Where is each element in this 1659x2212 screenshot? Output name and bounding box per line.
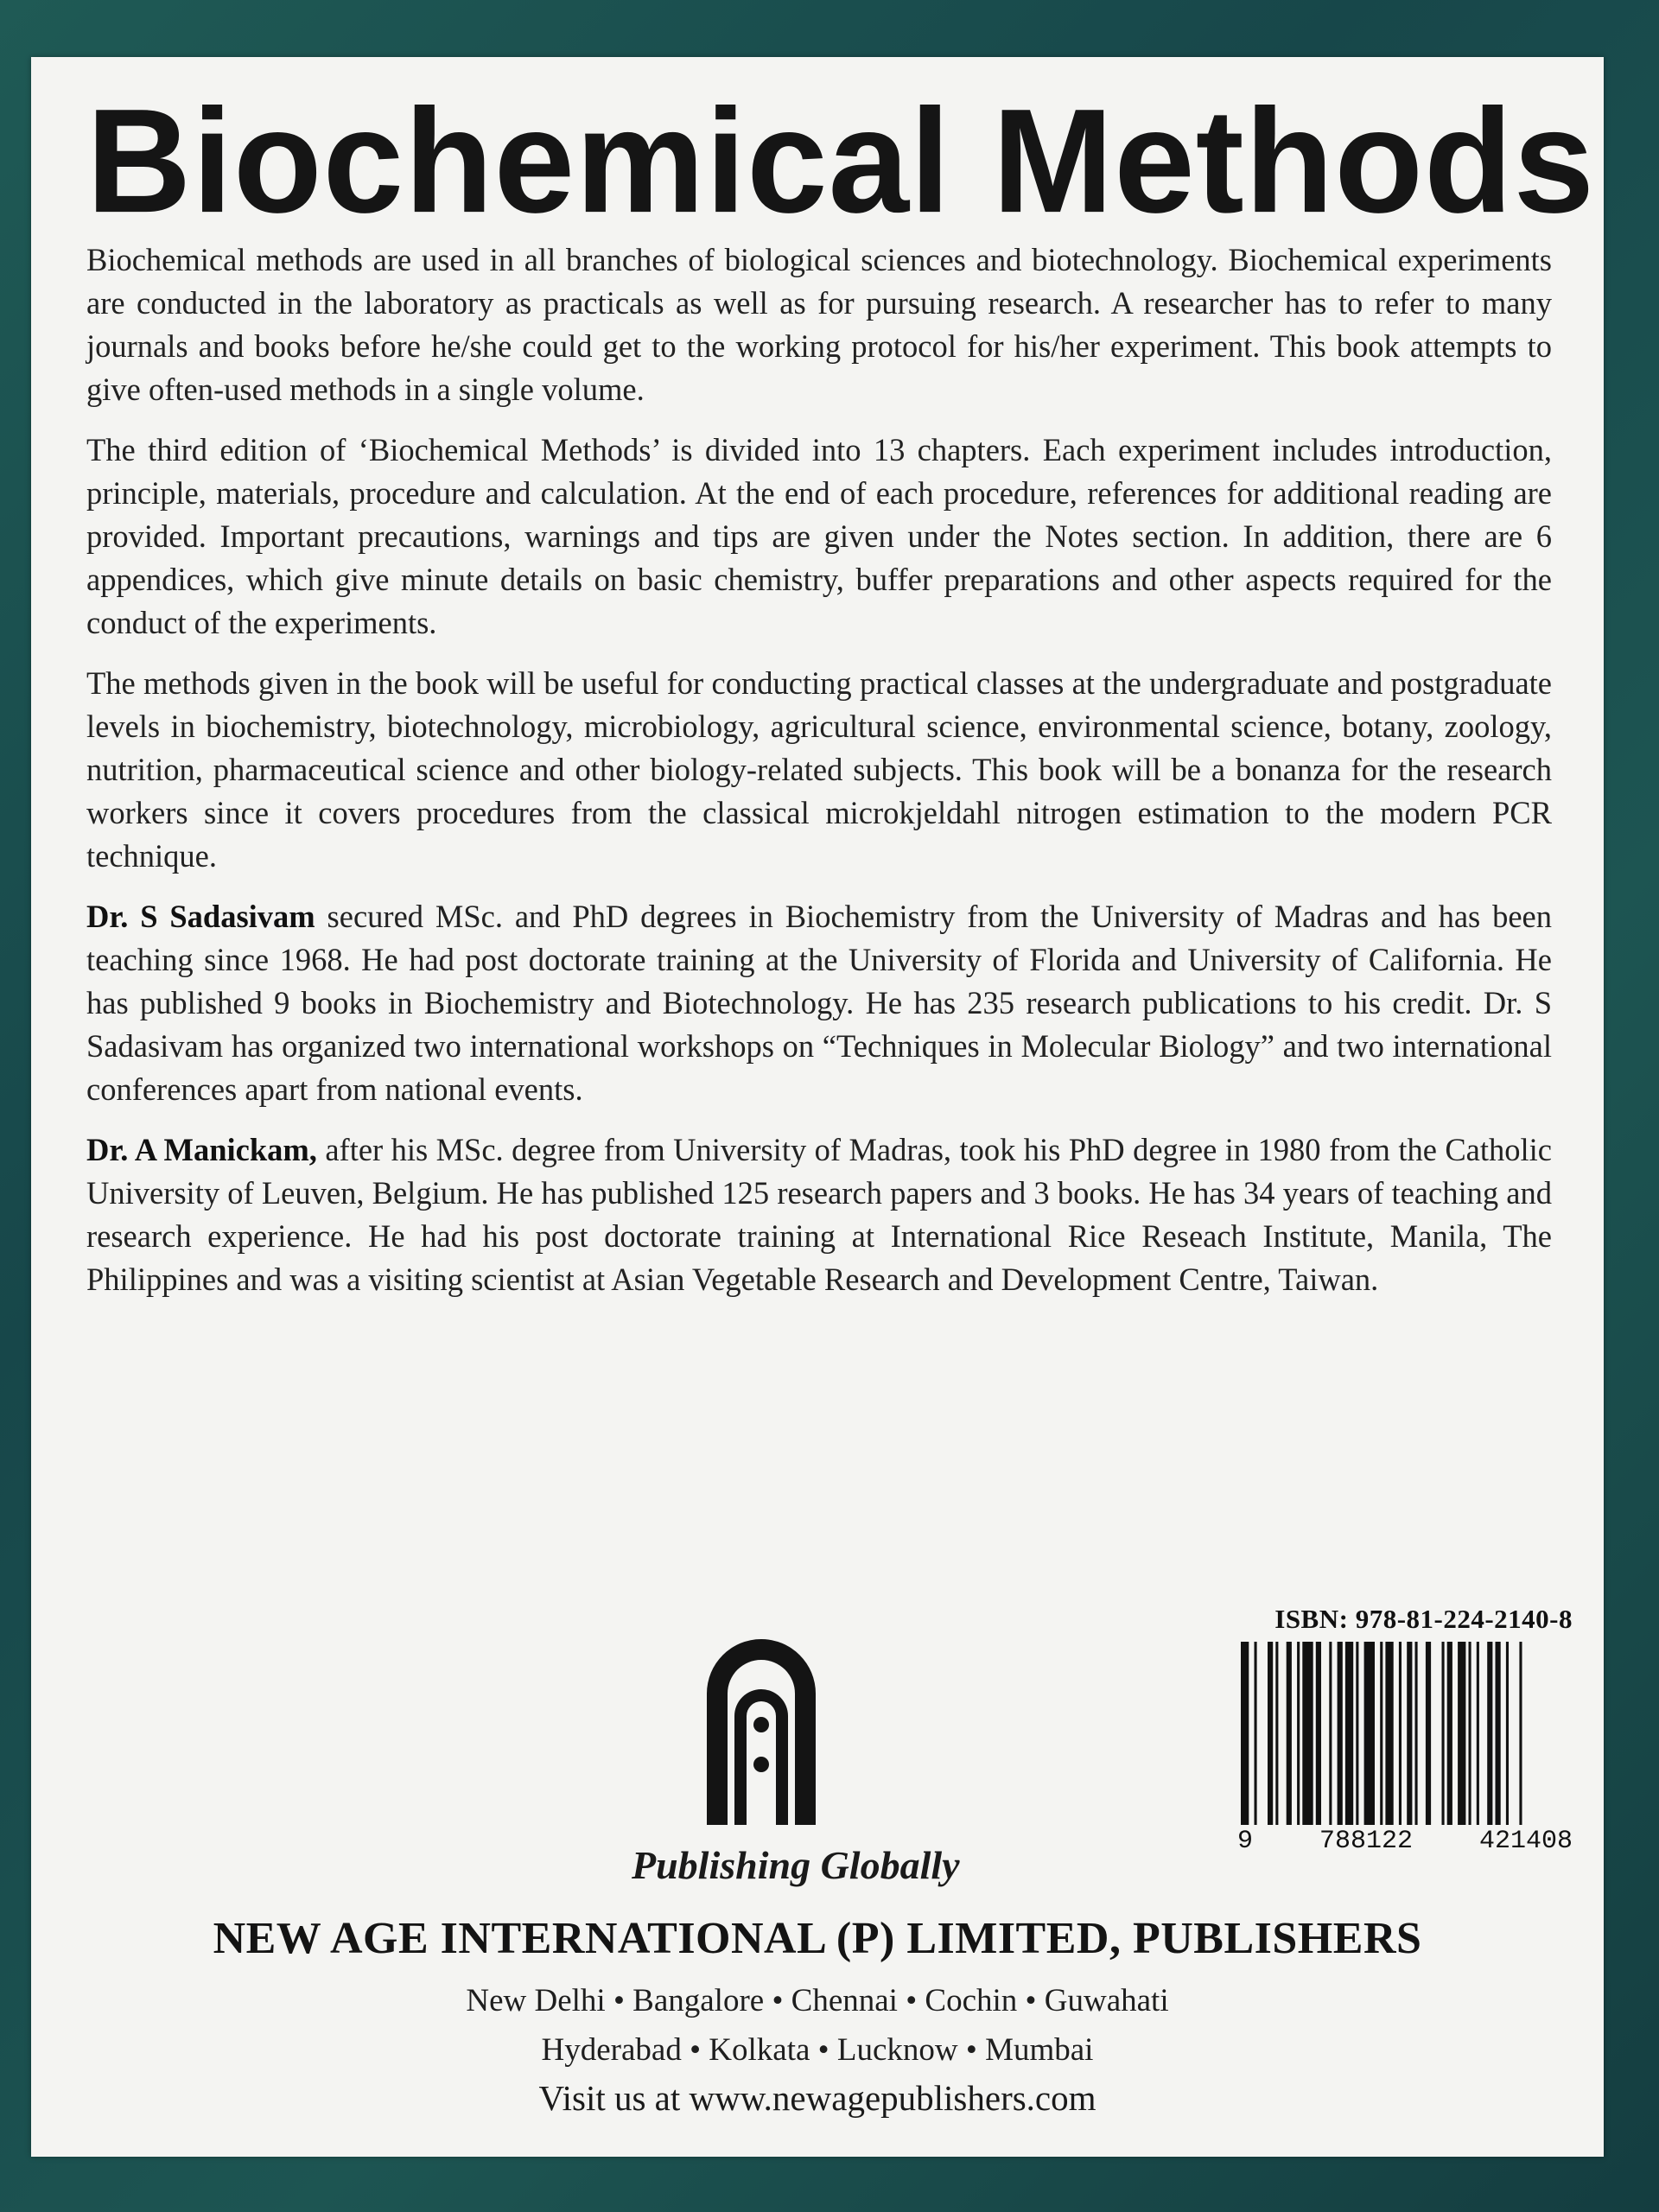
- book-title: Biochemical Methods: [86, 78, 1596, 244]
- author-bio-text: after his MSc. degree from University of Madras, took his PhD degree in 1980 from the Catholic University of Leuven, Belgium. He has published 125 research papers and 3 books. He has 34 years of teaching and research experience. He had his post doctorate training at International Rice Reseach Institute, Manila, The Philippines and was a visiting scientist at Asian Vegetable Research and Development Centre, Taiwan.: [86, 1132, 1552, 1297]
- barcode-digit-group1: 788122: [1319, 1827, 1413, 1856]
- barcode-bar: [1297, 1642, 1300, 1825]
- barcode-bar: [1302, 1642, 1313, 1825]
- author-bio-manickam: [86, 1128, 1552, 1301]
- author-name: Dr. A Manickam,: [86, 1132, 317, 1167]
- barcode-icon: [1237, 1642, 1573, 1825]
- barcode-bar: [1506, 1642, 1509, 1825]
- barcode-bar: [1519, 1642, 1522, 1825]
- barcode-bar: [1399, 1642, 1402, 1825]
- barcode-bar: [1415, 1642, 1418, 1825]
- barcode-digit-group2: 421408: [1478, 1827, 1573, 1856]
- isbn-barcode: [1237, 1604, 1573, 1856]
- paragraph-intro: Biochemical methods are used in all branches of biological sciences and biotechnology. Biochemical experiments are conducted in the laboratory as practicals as well as for pursuing research. A researcher has to refer to many journals and books before he/she could get to the working protocol for his/her experiment. This book attempts to give often-used methods in a single volume.: [86, 242, 1552, 407]
- barcode-bar: [1447, 1642, 1452, 1825]
- author-bio-text: secured MSc. and PhD degrees in Biochemistry from the University of Madras and has been teaching since 1968. He had post doctorate training at the University of Florida and University of California. He has published 9 books in Biochemistry and Biotechnology. He has 235 research publications to his credit. Dr. S Sadasivam has organized two international workshops on “Techniques in Molecular Biology” and two international conferences apart from national events.: [86, 899, 1552, 1107]
- barcode-bar: [1487, 1642, 1492, 1825]
- barcode-bar: [1442, 1642, 1445, 1825]
- publisher-cities-line1: New Delhi • Bangalore • Chennai • Cochin • Guwahati: [466, 1983, 1169, 2018]
- barcode-digits: [1237, 1827, 1573, 1856]
- barcode-bar: [1316, 1642, 1321, 1825]
- barcode-bar: [1364, 1642, 1375, 1825]
- publisher-cities-line2: Hyderabad • Kolkata • Lucknow • Mumbai: [541, 2032, 1094, 2068]
- logo-mark-icon: [696, 1628, 826, 1827]
- barcode-bar: [1496, 1642, 1501, 1825]
- barcode-bar: [1469, 1642, 1471, 1825]
- barcode-bar: [1407, 1642, 1412, 1825]
- barcode-bar: [1426, 1642, 1431, 1825]
- barcode-bar: [1275, 1642, 1278, 1825]
- barcode-bar: [1255, 1642, 1257, 1825]
- barcode-bar: [1329, 1642, 1332, 1825]
- barcode-bar: [1385, 1642, 1393, 1825]
- paragraph-usefulness: The methods given in the book will be useful for conducting practical classes at the undergraduate and postgraduate levels in biochemistry, biotechnology, microbiology, agricultural science, environmental science, botany, zoology, nutrition, pharmaceutical science and other biology-related subjects. This book will be a bonanza for the research workers since it covers procedures from the classical microkjeldahl nitrogen estimation to the modern PCR technique.: [86, 665, 1552, 874]
- barcode-bar: [1338, 1642, 1343, 1825]
- isbn-label: ISBN: 978-81-224-2140-8: [1274, 1604, 1573, 1634]
- author-name: Dr. S Sadasivam: [86, 899, 315, 934]
- publisher-website: Visit us at www.newagepublishers.com: [538, 2078, 1096, 2118]
- barcode-bar: [1241, 1642, 1249, 1825]
- barcode-digit-lead: 9: [1237, 1827, 1254, 1856]
- barcode-bar: [1345, 1642, 1353, 1825]
- barcode-bar: [1477, 1642, 1479, 1825]
- description: [86, 238, 1552, 1319]
- logo-tagline: Publishing Globally: [632, 1843, 960, 1887]
- barcode-bar: [1380, 1642, 1382, 1825]
- barcode-bar: [1356, 1642, 1358, 1825]
- barcode-bar: [1458, 1642, 1465, 1825]
- publisher-name: NEW AGE INTERNATIONAL (P) LIMITED, PUBLISHERS: [213, 1914, 1422, 1963]
- barcode-bar: [1287, 1642, 1292, 1825]
- back-cover: [31, 57, 1604, 2157]
- publisher-logo: [632, 1628, 960, 1939]
- barcode-bar: [1268, 1642, 1273, 1825]
- author-bio-sadasivam: [86, 895, 1552, 1111]
- paragraph-edition: The third edition of ‘Biochemical Methods’ is divided into 13 chapters. Each experiment includes introduction, principle, materials, procedure and calculation. At the end of each procedure, references for additional reading are provided. Important precautions, warnings and tips are given under the Notes section. In addition, there are 6 appendices, which give minute details on basic chemistry, buffer preparations and other aspects required for the conduct of the experiments.: [86, 432, 1552, 640]
